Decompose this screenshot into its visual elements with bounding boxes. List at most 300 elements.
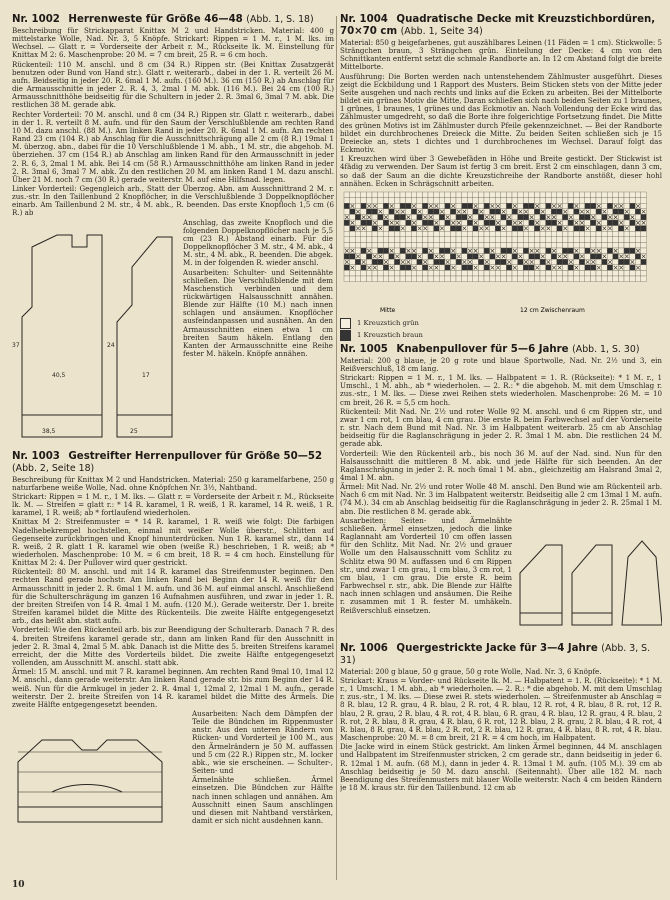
stitch-cell — [372, 276, 378, 282]
stitch-cell — [478, 242, 484, 248]
stitch-cell — [562, 231, 568, 237]
stitch-cell — [506, 253, 512, 259]
stitch-cell — [540, 265, 546, 271]
stitch-cell — [411, 276, 417, 282]
stitch-cell — [445, 270, 451, 276]
stitch-cell — [389, 214, 395, 220]
stitch-cell — [618, 248, 624, 254]
stitch-cell — [467, 209, 473, 215]
stitch-cell — [366, 276, 372, 282]
stitch-cell — [540, 259, 546, 265]
stitch-cell — [574, 197, 580, 203]
stitch-cell — [624, 276, 630, 282]
stitch-cell — [635, 231, 641, 237]
stitch-cell — [529, 192, 535, 198]
stitch-cell — [406, 237, 412, 243]
stitch-cell — [406, 203, 412, 209]
stitch-cell — [579, 214, 585, 220]
stitch-cell — [641, 231, 647, 237]
stitch-cell — [501, 231, 507, 237]
stitch-cell — [350, 253, 356, 259]
stitch-cell — [579, 265, 585, 271]
stitch-cell — [350, 197, 356, 203]
stitch-cell — [406, 270, 412, 276]
green-stitch-swatch — [340, 318, 351, 329]
stitch-cell — [484, 203, 490, 209]
stitch-cell — [596, 214, 602, 220]
boy-pullover-diagram-block — [340, 517, 662, 643]
stitch-cell — [467, 220, 473, 226]
stitch-cell — [501, 276, 507, 282]
section-heading-1003 — [12, 451, 334, 475]
stitch-cell — [366, 231, 372, 237]
stitch-cell — [361, 231, 367, 237]
stitch-cell — [456, 231, 462, 237]
stitch-cell — [512, 209, 518, 215]
stitch-cell — [389, 237, 395, 243]
vest-instructions-side — [183, 219, 333, 360]
stitch-cell — [557, 259, 563, 265]
stitch-cell — [490, 253, 496, 259]
stitch-cell — [630, 242, 636, 248]
stitch-cell — [590, 237, 596, 243]
stitch-cell — [602, 259, 608, 265]
stitch-cell — [630, 270, 636, 276]
stitch-cell — [585, 197, 591, 203]
stitch-cell — [394, 192, 400, 198]
paragraph: Die Jacke wird in einem Stück gestrickt. Am linken Ärmel beginnen, 44 M. anschlagen und Halbpatent im Streifenmuster stricken, 2 cm gerade str., dann beidseitig in jeder 6. R. 12mal 1 M. aufn. (68 M.), dann in jeder 4. R. 13mal 1 M. aufn. (105 M.). 39 cm ab Anschlag beidseitig je 50 M. dazu anschl. (Seitennaht). Über alle 182 M. nach Beendigung des Streifenmusters mit blauer Wolle weiterstr. Nach 4 cm beiden Rändern je 18 M. kraus str. für den Taillenbund. 12 cm ab — [340, 742, 662, 792]
stitch-cell — [473, 225, 479, 231]
stitch-cell — [383, 231, 389, 237]
stitch-cell — [557, 248, 563, 254]
stitch-cell — [355, 265, 361, 271]
stitch-cell — [540, 220, 546, 226]
stitch-cell — [506, 209, 512, 215]
paragraph: Vorderteil: Wie den Rückenteil arb. bis zur Beendigung der Schulterarb. Danach 7 R. des 4. breiten Streifens karamel gerade str., dann am linken Rand für den Ausschnitt in jeder 2. R. 3mal 4, 2mal 5 M. abk. Danach ist die Mitte des 5. breiten Streifens karamel erreicht, der die Mitte des Vorderteils bildet. Die zweite Hälfte entgegengesetzt vollenden, am Ausschnitt M. anschl. statt abk. — [12, 625, 334, 668]
stitch-cell — [618, 270, 624, 276]
stitch-cell — [585, 248, 591, 254]
stitch-cell — [344, 225, 350, 231]
stitch-cell — [394, 259, 400, 265]
stitch-cell — [467, 270, 473, 276]
stitch-cell — [562, 265, 568, 271]
stitch-cell — [439, 220, 445, 226]
paragraph: Strickart: Rippen = 1 M. r., 1 M. lks. — Glatt r. = Vorderseite der Arbeit r. M., Rückseite lk. M. — Streifen = glatt r.: * 14 R. karamel, 1 R. weiß, 1 R. karamel, 14 R. weiß, 1 R. karamel, 1 R. weiß; ab * fortlaufend wiederholen. — [12, 491, 334, 518]
stitch-cell — [462, 192, 468, 198]
stitch-cell — [372, 237, 378, 243]
stitch-cell — [495, 214, 501, 220]
stitch-cell — [585, 231, 591, 237]
stitch-cell — [344, 242, 350, 248]
stitch-cell — [434, 225, 440, 231]
stitch-cell — [372, 197, 378, 203]
stitch-cell — [641, 214, 647, 220]
pattern-title: Quergestrickte Jacke für 3—4 Jahre — [396, 642, 598, 654]
stitch-cell — [378, 270, 384, 276]
stitch-cell — [534, 276, 540, 282]
pattern-number: Nr. 1005 — [340, 343, 388, 355]
pullover-diagram-block — [12, 710, 334, 826]
stitch-cell — [518, 192, 524, 198]
stitch-cell — [350, 231, 356, 237]
stitch-cell — [355, 237, 361, 243]
stitch-cell — [590, 225, 596, 231]
stitch-cell — [568, 276, 574, 282]
stitch-cell — [624, 237, 630, 243]
paragraph: Rückenteil: Mit Nad. Nr. 2½ und roter Wolle 92 M. anschl. und 6 cm Rippen str., und zwar 1 cm rot, 1 cm blau, 4 cm grau. Die erste R. beim Farbwechsel auf der Vorderseite r. str. Nach dem Bund mit Nad. Nr. 3 im Halbpatent weiterarb. 25 cm ab Anschlag beidseitig für die Raglanschrägung in jeder 2. R. 3mal 1 M. abn. Die restlichen 24 M. gerade abk. — [340, 406, 662, 449]
stitch-cell — [378, 231, 384, 237]
stitch-cell — [635, 259, 641, 265]
stitch-cell — [450, 237, 456, 243]
stitch-cell — [422, 276, 428, 282]
stitch-cell — [361, 220, 367, 226]
stitch-cell — [411, 209, 417, 215]
stitch-cell — [590, 270, 596, 276]
stitch-cell — [490, 270, 496, 276]
stitch-cell — [602, 220, 608, 226]
stitch-cell — [422, 253, 428, 259]
stitch-cell — [602, 231, 608, 237]
stitch-cell — [512, 237, 518, 243]
stitch-cell — [540, 276, 546, 282]
stitch-cell — [400, 242, 406, 248]
stitch-cell — [596, 209, 602, 215]
stitch-cell — [406, 265, 412, 271]
stitch-cell — [400, 214, 406, 220]
stitch-cell — [350, 192, 356, 198]
stitch-cell — [383, 276, 389, 282]
stitch-cell — [641, 242, 647, 248]
stitch-cell — [490, 220, 496, 226]
stitch-cell — [641, 203, 647, 209]
stitch-cell — [546, 253, 552, 259]
stitch-cell — [355, 214, 361, 220]
stitch-cell — [596, 242, 602, 248]
stitch-cell — [518, 214, 524, 220]
svg-text:24: 24 — [107, 341, 115, 349]
stitch-cell — [406, 192, 412, 198]
stitch-cell — [450, 197, 456, 203]
stitch-cell — [568, 237, 574, 243]
stitch-cell — [562, 237, 568, 243]
stitch-cell — [450, 192, 456, 198]
stitch-cell — [585, 265, 591, 271]
stitch-cell — [372, 231, 378, 237]
stitch-cell — [417, 276, 423, 282]
stitch-cell — [529, 237, 535, 243]
stitch-cell — [551, 220, 557, 226]
stitch-cell — [439, 276, 445, 282]
stitch-cell — [546, 231, 552, 237]
stitch-cell — [383, 248, 389, 254]
stitch-cell — [562, 203, 568, 209]
stitch-cell — [546, 197, 552, 203]
stitch-cell — [417, 237, 423, 243]
stitch-cell — [366, 197, 372, 203]
stitch-cell — [618, 192, 624, 198]
svg-text:37: 37 — [12, 341, 20, 349]
stitch-cell — [434, 270, 440, 276]
stitch-cell — [551, 259, 557, 265]
stitch-cell — [406, 276, 412, 282]
stitch-cell — [495, 225, 501, 231]
stitch-cell — [490, 276, 496, 282]
stitch-cell — [641, 265, 647, 271]
stitch-cell — [618, 276, 624, 282]
stitch-cell — [635, 242, 641, 248]
stitch-cell — [590, 265, 596, 271]
pullover-pattern-diagram — [12, 732, 188, 832]
stitch-cell — [361, 237, 367, 243]
stitch-cell — [462, 197, 468, 203]
paragraph: Ausarbeiten: Schulter- und Seitennähte schließen. Die Verschlußblende mit dem Maschenstich verbinden und dem rückwärtigen Halsausschnitt annähen. Blende zur Hälfte (10 M.) nach innen schlagen und ansäumen. Knopflöcher ausfeindanpassen und ausnähen. An den Armausschnitten einen etwa 1 cm breiten Saum häkeln. Entlang den Kanten der Armausschnitte eine Reihe fester M. häkeln. Knöpfe annähen. — [183, 267, 333, 359]
stitch-cell — [607, 242, 613, 248]
section-heading-1004 — [340, 14, 662, 38]
stitch-cell — [484, 231, 490, 237]
stitch-cell — [473, 242, 479, 248]
stitch-cell — [484, 242, 490, 248]
stitch-cell — [445, 265, 451, 271]
stitch-cell — [624, 197, 630, 203]
stitch-cell — [506, 248, 512, 254]
stitch-cell — [484, 270, 490, 276]
stitch-cell — [400, 270, 406, 276]
stitch-cell — [630, 209, 636, 215]
stitch-cell — [596, 253, 602, 259]
stitch-cell — [501, 192, 507, 198]
stitch-cell — [439, 231, 445, 237]
stitch-cell — [512, 270, 518, 276]
stitch-cell — [557, 214, 563, 220]
stitch-cell — [478, 248, 484, 254]
stitch-cell — [372, 225, 378, 231]
stitch-cell — [445, 225, 451, 231]
stitch-cell — [523, 220, 529, 226]
stitch-cell — [456, 265, 462, 271]
stitch-cell — [585, 220, 591, 226]
stitch-cell — [590, 209, 596, 215]
stitch-cell — [523, 276, 529, 282]
stitch-cell — [394, 225, 400, 231]
boy-pullover-instructions-side — [340, 517, 512, 616]
stitch-cell — [428, 231, 434, 237]
stitch-cell — [344, 203, 350, 209]
stitch-legend — [340, 318, 662, 344]
stitch-cell — [551, 225, 557, 231]
stitch-cell — [344, 231, 350, 237]
stitch-cell — [602, 203, 608, 209]
stitch-cell — [389, 253, 395, 259]
paragraph: Strickart: Rippen = 1 M. r., 1 M. lks. — Halbpatent = 1. R. (Rückseite): * 1 M. r., 1 Umschl., 1 M. abh., ab * wiederholen. — 2. R.: * die abgehob. M. mit dem Umschlag r. zus.-str., 1 M. lks. — Diese zwei Reihen stets wiederholen. Maschenprobe: 26 M. = 10 cm breit, 26 R. = 5,5 cm hoch. — [340, 373, 662, 407]
stitch-cell — [355, 270, 361, 276]
stitch-cell — [450, 225, 456, 231]
stitch-cell — [411, 242, 417, 248]
stitch-cell — [506, 237, 512, 243]
stitch-cell — [383, 265, 389, 271]
stitch-cell — [551, 231, 557, 237]
stitch-cell — [434, 259, 440, 265]
stitch-cell — [523, 203, 529, 209]
stitch-cell — [473, 259, 479, 265]
stitch-cell — [579, 192, 585, 198]
stitch-cell — [590, 197, 596, 203]
stitch-cell — [546, 192, 552, 198]
stitch-cell — [417, 197, 423, 203]
stitch-cell — [417, 192, 423, 198]
stitch-cell — [411, 231, 417, 237]
stitch-cell — [630, 220, 636, 226]
stitch-cell — [400, 203, 406, 209]
stitch-cell — [596, 231, 602, 237]
stitch-cell — [422, 209, 428, 215]
stitch-cell — [378, 259, 384, 265]
stitch-cell — [428, 197, 434, 203]
stitch-cell — [534, 242, 540, 248]
stitch-cell — [445, 220, 451, 226]
stitch-cell — [624, 265, 630, 271]
svg-text:17: 17 — [142, 371, 150, 379]
stitch-cell — [540, 270, 546, 276]
stitch-cell — [596, 270, 602, 276]
stitch-cell — [506, 242, 512, 248]
stitch-cell — [434, 248, 440, 254]
stitch-cell — [607, 237, 613, 243]
stitch-cell — [495, 248, 501, 254]
stitch-cell — [394, 248, 400, 254]
pattern-ref: (Abb. 1, S. 18) — [246, 14, 314, 25]
stitch-cell — [445, 209, 451, 215]
stitch-cell — [445, 248, 451, 254]
stitch-cell — [478, 192, 484, 198]
stitch-cell — [473, 231, 479, 237]
stitch-cell — [506, 231, 512, 237]
stitch-cell — [355, 248, 361, 254]
stitch-cell — [406, 220, 412, 226]
stitch-cell — [484, 192, 490, 198]
stitch-cell — [406, 209, 412, 215]
stitch-cell — [445, 242, 451, 248]
stitch-cell — [596, 259, 602, 265]
stitch-cell — [456, 225, 462, 231]
stitch-cell — [574, 192, 580, 198]
stitch-cell — [378, 214, 384, 220]
stitch-cell — [467, 237, 473, 243]
stitch-cell — [456, 203, 462, 209]
paragraph: Vorderteil: Wie den Rückenteil arb., bis noch 36 M. auf der Nad. sind. Nun für den Halsausschnitt die mittleren 8 M. abk. und jede Hälfte für sich beenden. An der Raglanschrägung in jeder 2. R. noch 6mal 1 M. abn., gleichzeitig am Halsrand 3mal 2, 4mal 1 M. abn. — [340, 448, 662, 482]
stitch-cell — [484, 220, 490, 226]
stitch-cell — [512, 253, 518, 259]
stitch-cell — [478, 197, 484, 203]
stitch-cell — [350, 209, 356, 215]
stitch-cell — [406, 197, 412, 203]
stitch-cell — [473, 214, 479, 220]
stitch-cell — [428, 220, 434, 226]
stitch-cell — [579, 242, 585, 248]
stitch-cell — [406, 225, 412, 231]
stitch-cell — [551, 253, 557, 259]
stitch-cell — [434, 214, 440, 220]
stitch-cell — [462, 214, 468, 220]
stitch-cell — [585, 242, 591, 248]
stitch-cell — [456, 270, 462, 276]
stitch-cell — [490, 197, 496, 203]
stitch-cell — [607, 248, 613, 254]
stitch-cell — [540, 214, 546, 220]
stitch-cell — [400, 276, 406, 282]
stitch-cell — [562, 197, 568, 203]
stitch-cell — [467, 276, 473, 282]
stitch-cell — [602, 265, 608, 271]
stitch-cell — [602, 276, 608, 282]
stitch-cell — [361, 248, 367, 254]
stitch-cell — [450, 270, 456, 276]
stitch-cell — [534, 270, 540, 276]
paragraph: Ausarbeiten: Nach dem Dämpfen der Teile die Bündchen im Rippenmuster anstr. Aus den unteren Rändern von Rücken- und Vorderteil je 100 M., aus den Ärmelrändern je 50 M. auffassen und 5 cm (22 R.) Rippen str., M. locker abk., wie sie erscheinen. — Schulter-, Seiten- und — [192, 708, 333, 776]
stitch-cell — [456, 214, 462, 220]
stitch-cell — [630, 248, 636, 254]
stitch-cell — [417, 220, 423, 226]
stitch-cell — [630, 231, 636, 237]
stitch-cell — [518, 203, 524, 209]
stitch-cell — [635, 253, 641, 259]
stitch-cell — [635, 197, 641, 203]
stitch-cell — [585, 203, 591, 209]
stitch-cell — [624, 192, 630, 198]
stitch-cell — [462, 220, 468, 226]
chart-cells — [344, 192, 646, 282]
stitch-cell — [406, 231, 412, 237]
stitch-cell — [529, 220, 535, 226]
pattern-number: Nr. 1004 — [340, 14, 388, 25]
stitch-cell — [361, 197, 367, 203]
pattern-title: Gestreifter Herrenpullover für Größe 50—52 — [68, 450, 323, 462]
stitch-cell — [568, 253, 574, 259]
stitch-cell — [641, 276, 647, 282]
stitch-cell — [529, 225, 535, 231]
stitch-cell — [411, 237, 417, 243]
stitch-cell — [557, 209, 563, 215]
stitch-cell — [394, 265, 400, 271]
stitch-cell — [350, 259, 356, 265]
stitch-cell — [344, 220, 350, 226]
cross-stitch-grid — [340, 190, 662, 316]
stitch-cell — [366, 253, 372, 259]
stitch-cell — [585, 237, 591, 243]
stitch-cell — [568, 192, 574, 198]
stitch-cell — [355, 192, 361, 198]
stitch-cell — [389, 259, 395, 265]
right-column — [340, 14, 662, 886]
stitch-cell — [579, 276, 585, 282]
stitch-cell — [641, 259, 647, 265]
stitch-cell — [422, 231, 428, 237]
stitch-cell — [344, 276, 350, 282]
stitch-cell — [613, 270, 619, 276]
stitch-cell — [473, 237, 479, 243]
stitch-cell — [618, 214, 624, 220]
stitch-cell — [546, 265, 552, 271]
svg-text:25: 25 — [130, 427, 138, 435]
stitch-cell — [590, 242, 596, 248]
stitch-cell — [378, 237, 384, 243]
stitch-cell — [383, 270, 389, 276]
stitch-cell — [523, 197, 529, 203]
stitch-cell — [574, 270, 580, 276]
stitch-cell — [372, 242, 378, 248]
page-number: 10 — [12, 880, 25, 890]
stitch-cell — [361, 209, 367, 215]
stitch-cell — [590, 253, 596, 259]
